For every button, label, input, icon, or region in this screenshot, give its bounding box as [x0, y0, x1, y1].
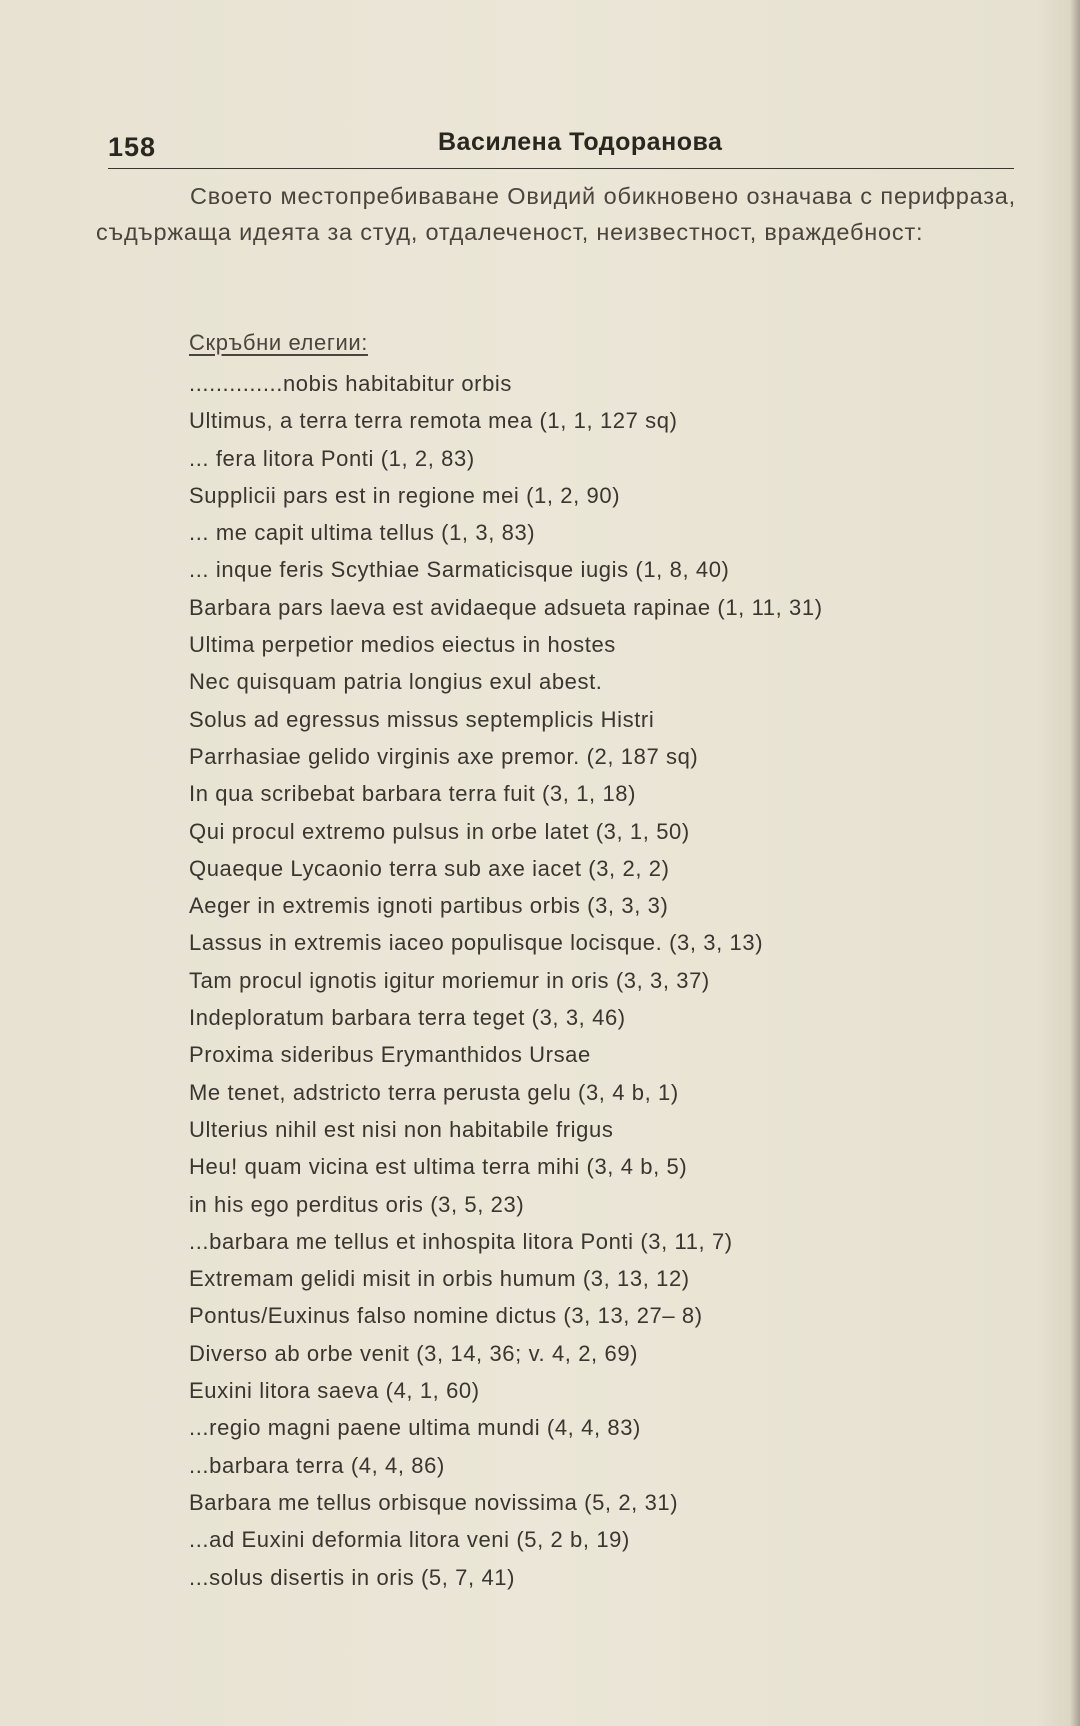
verse-line: Barbara me tellus orbisque novissima (5, 2, 31)	[189, 1489, 679, 1515]
verse-line: Ulterius nihil est nisi non habitabile frigus	[189, 1116, 614, 1142]
verse-line: Qui procul extremo pulsus in orbe latet (3, 1, 50)	[189, 818, 690, 844]
verse-line: Euxini litora saeva (4, 1, 60)	[189, 1378, 480, 1404]
verse-line: Barbara pars laeva est avidaeque adsueta rapinae (1, 11, 31)	[189, 594, 823, 620]
running-head-author: Василена Тодоранова	[438, 128, 723, 156]
verse-line: ...regio magni paene ultima mundi (4, 4, 83)	[189, 1415, 641, 1441]
section-title: Скръбни елегии:	[189, 330, 368, 355]
verse-line: ... inque feris Scythiae Sarmaticisque iugis (1, 8, 40)	[189, 557, 730, 583]
verse-line: In qua scribebat barbara terra fuit (3, 1, 18)	[189, 781, 637, 807]
verse-line: Lassus in extremis iaceo populisque locisque. (3, 3, 13)	[189, 930, 764, 956]
intro-paragraph: Своето местопребиваване Овидий обикновено означава с перифраза, съдържаща идеята за студ, отдалеченост, неизвестност, враждебност:	[96, 183, 1016, 245]
verse-line: Indeploratum barbara terra teget (3, 3, 46)	[189, 1005, 626, 1031]
verse-line: Proxima sideribus Erymanthidos Ursae	[189, 1042, 591, 1068]
verse-line: Me tenet, adstricto terra perusta gelu (3, 4 b, 1)	[189, 1079, 679, 1105]
page-header	[108, 128, 1014, 169]
verse-line: Nec quisquam patria longius exul abest.	[189, 669, 603, 695]
page-edge-shadow	[1070, 0, 1080, 1726]
verse-line: Ultima perpetior medios eiectus in hostes	[189, 632, 616, 658]
verse-line: Ultimus, a terra terra remota mea (1, 1, 127 sq)	[189, 408, 678, 434]
verse-line: ... fera litora Ponti (1, 2, 83)	[189, 445, 475, 471]
verse-line: Solus ad egressus missus septemplicis Histri	[189, 706, 655, 732]
verse-line: Parrhasiae gelido virginis axe premor. (2, 187 sq)	[189, 743, 699, 769]
verse-line: Heu! quam vicina est ultima terra mihi (3, 4 b, 5)	[189, 1154, 688, 1180]
verse-line: Tam procul ignotis igitur moriemur in oris (3, 3, 37)	[189, 967, 710, 993]
page-number: 158	[108, 132, 157, 162]
verse-line: Diverso ab orbe venit (3, 14, 36; v. 4, 2, 69)	[189, 1340, 639, 1366]
verse-line: ...ad Euxini deformia litora veni (5, 2 b, 19)	[189, 1527, 630, 1553]
verse-line: Extremam gelidi misit in orbis humum (3, 13, 12)	[189, 1266, 690, 1292]
verse-line: ...solus disertis in oris (5, 7, 41)	[189, 1564, 516, 1590]
verse-line: Pontus/Euxinus falso nomine dictus (3, 13, 27– 8)	[189, 1303, 703, 1329]
verse-line: in his ego perditus oris (3, 5, 23)	[189, 1191, 525, 1217]
verse-line: ...barbara terra (4, 4, 86)	[189, 1452, 445, 1478]
verse-line: Supplicii pars est in regione mei (1, 2, 90)	[189, 482, 621, 508]
verse-list	[189, 365, 1029, 1596]
verse-line: ..............nobis habitabitur orbis	[189, 371, 513, 396]
verse-line: ... me capit ultima tellus (1, 3, 83)	[189, 520, 536, 546]
verse-line: Aeger in extremis ignoti partibus orbis (3, 3, 3)	[189, 893, 669, 919]
verse-line: ...barbara me tellus et inhospita litora Ponti (3, 11, 7)	[189, 1228, 733, 1254]
verse-line: Quaeque Lycaonio terra sub axe iacet (3, 2, 2)	[189, 855, 670, 881]
